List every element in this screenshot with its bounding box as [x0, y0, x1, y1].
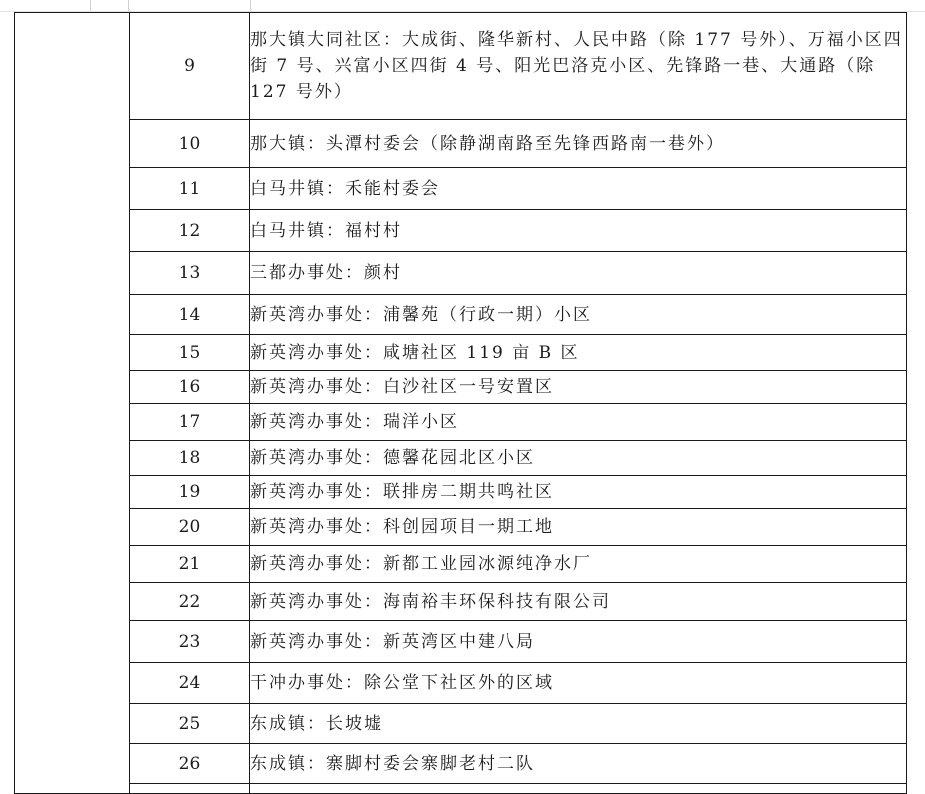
table-row	[15, 335, 907, 371]
table-row	[15, 210, 907, 252]
table-row	[15, 13, 907, 120]
row-number: 24	[130, 663, 250, 704]
area-description: 新英湾办事处：新英湾区中建八局	[250, 621, 907, 663]
area-description: 白马井镇：禾能村委会	[250, 168, 907, 210]
row-number: 21	[130, 546, 250, 583]
table-row	[15, 583, 907, 621]
ruler-tick	[250, 0, 251, 11]
row-number: 13	[130, 252, 250, 295]
ruler-tick	[128, 0, 129, 11]
table-row	[15, 509, 907, 546]
row-number: 26	[130, 744, 250, 784]
ruler-strip	[0, 0, 925, 12]
row-number: 17	[130, 404, 250, 441]
row-number: 20	[130, 509, 250, 546]
table-row	[15, 120, 907, 168]
row-number: 10	[130, 120, 250, 168]
area-description: 东成镇：寨脚村委会寨脚老村二队	[250, 744, 907, 784]
row-number: 16	[130, 371, 250, 404]
table-row	[15, 252, 907, 295]
area-description: 新英湾办事处：咸塘社区 119 亩 B 区	[250, 335, 907, 371]
table-row	[15, 546, 907, 583]
table-row	[15, 744, 907, 784]
row-number: 12	[130, 210, 250, 252]
row-number: 15	[130, 335, 250, 371]
area-table	[14, 12, 907, 794]
row-number: 11	[130, 168, 250, 210]
area-description: 那大镇：头潭村委会（除静湖南路至先锋西路南一巷外）	[250, 120, 907, 168]
row-number: 9	[130, 13, 250, 120]
table-row	[15, 621, 907, 663]
table-row	[15, 441, 907, 476]
area-description: 新英湾办事处：科创园项目一期工地	[250, 509, 907, 546]
row-number: 22	[130, 583, 250, 621]
table-row	[15, 663, 907, 704]
area-description: 新英湾办事处：新都工业园冰源纯净水厂	[250, 546, 907, 583]
table-row	[15, 295, 907, 335]
table-row	[15, 404, 907, 441]
area-description: 干冲办事处：除公堂下社区外的区域	[250, 663, 907, 704]
area-description: 新英湾办事处：瑞洋小区	[250, 404, 907, 441]
area-description: 新英湾办事处：德馨花园北区小区	[250, 441, 907, 476]
area-description: 那大镇大同社区：大成街、隆华新村、人民中路（除 177 号外）、万福小区四街 7 号、兴富小区四街 4 号、阳光巴洛克小区、先锋路一巷、大通路（除 127 号外）	[250, 13, 907, 120]
row-number: 19	[130, 476, 250, 509]
area-description: 白马井镇：福村村	[250, 210, 907, 252]
area-description: 新英湾办事处：海南裕丰环保科技有限公司	[250, 583, 907, 621]
row-number: 18	[130, 441, 250, 476]
table-row	[15, 704, 907, 744]
row-number: 23	[130, 621, 250, 663]
row-number: 25	[130, 704, 250, 744]
ruler-tick	[90, 0, 91, 11]
area-description: 新英湾办事处：联排房二期共鸣社区	[250, 476, 907, 509]
table-row	[15, 371, 907, 404]
area-description: 新英湾办事处：浦馨苑（行政一期）小区	[250, 295, 907, 335]
area-description: 新英湾办事处：白沙社区一号安置区	[250, 371, 907, 404]
area-description: 东成镇：长坡墟	[250, 704, 907, 744]
row-number: 14	[130, 295, 250, 335]
region-column-cell	[15, 13, 130, 794]
area-description: 三都办事处：颜村	[250, 252, 907, 295]
table-row	[15, 168, 907, 210]
table-row	[15, 476, 907, 509]
